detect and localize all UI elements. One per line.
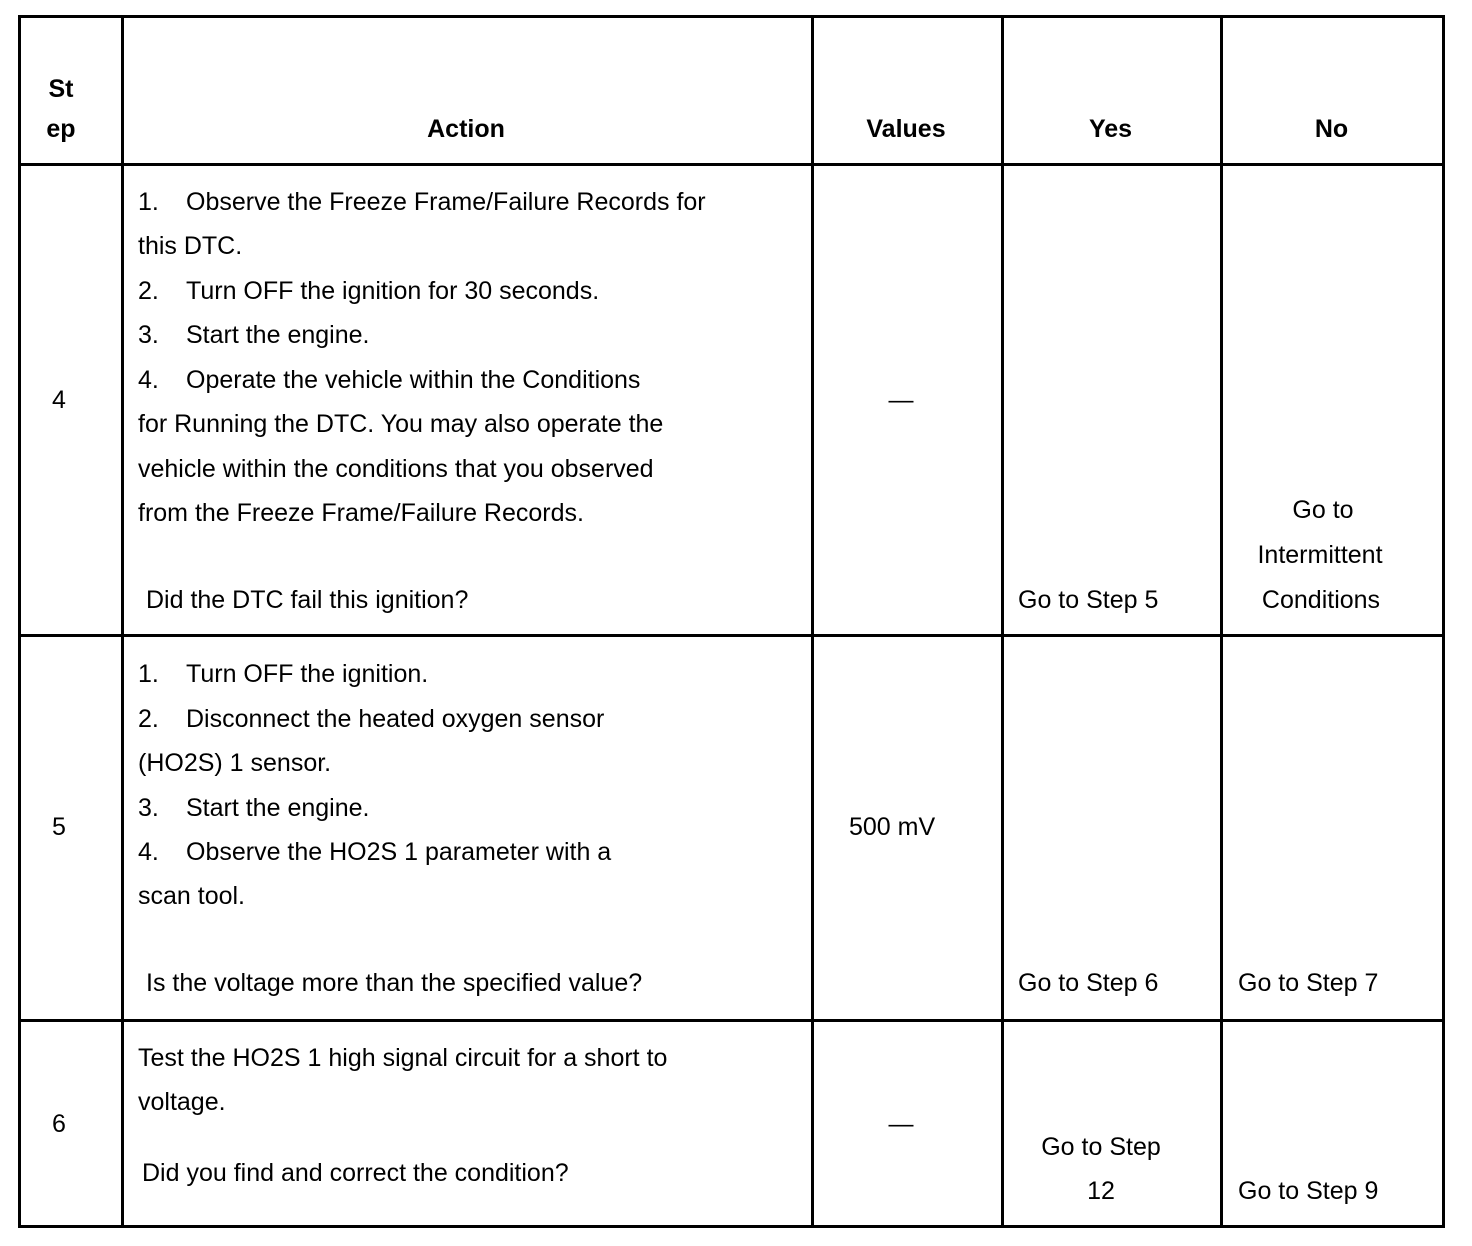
- action-text: Turn OFF the ignition for 30 seconds.: [186, 277, 600, 305]
- yes-cell: Go to Step 6: [1018, 969, 1159, 997]
- header-action: Action: [427, 115, 505, 143]
- action-line: [138, 697, 604, 742]
- action-line: scan tool.: [138, 882, 246, 910]
- action-line: voltage.: [138, 1088, 226, 1116]
- column-divider: [811, 18, 814, 1225]
- step-list-number: 4.: [138, 838, 159, 866]
- step-list-number: 2.: [138, 705, 159, 733]
- step-number: 4: [52, 386, 66, 414]
- no-cell-line: Go to: [1292, 496, 1354, 524]
- action-question: Did you find and correct the condition?: [142, 1159, 569, 1187]
- action-text: Disconnect the heated oxygen sensor: [186, 705, 605, 733]
- action-text: Start the engine.: [186, 794, 370, 822]
- action-text: Observe the HO2S 1 parameter with a: [186, 838, 612, 866]
- header-no: No: [1314, 115, 1349, 143]
- yes-cell-line: Go to Step: [1041, 1133, 1161, 1161]
- value-cell: —: [888, 1110, 914, 1138]
- action-text: Operate the vehicle within the Conditions: [186, 366, 641, 394]
- no-cell-line: Conditions: [1261, 586, 1381, 614]
- action-line: for Running the DTC. You may also operate the: [138, 410, 664, 438]
- action-line: [138, 180, 706, 225]
- step-list-number: 2.: [138, 277, 159, 305]
- action-line: [138, 269, 599, 314]
- yes-cell: Go to Step 5: [1018, 586, 1159, 614]
- row-divider: [21, 163, 1442, 166]
- action-line: from the Freeze Frame/Failure Records.: [138, 499, 584, 527]
- action-question: Is the voltage more than the specified value?: [146, 969, 643, 997]
- value-cell: 500 mV: [849, 813, 936, 841]
- action-line: (HO2S) 1 sensor.: [138, 749, 332, 777]
- action-question: Did the DTC fail this ignition?: [146, 586, 469, 614]
- no-cell: Go to Step 9: [1238, 1177, 1379, 1205]
- step-list-number: 4.: [138, 366, 159, 394]
- action-text: Start the engine.: [186, 321, 370, 349]
- step-number: 6: [52, 1110, 66, 1138]
- action-line: [138, 786, 369, 831]
- row-divider: [21, 634, 1442, 637]
- column-divider: [1001, 18, 1004, 1225]
- no-cell-line: Intermittent: [1257, 541, 1383, 569]
- header-yes: Yes: [1088, 115, 1133, 143]
- action-text: Turn OFF the ignition.: [186, 660, 429, 688]
- step-list-number: 1.: [138, 188, 159, 216]
- header-step-line2: ep: [46, 115, 76, 143]
- header-values: Values: [866, 115, 946, 143]
- yes-cell-line: 12: [1087, 1177, 1115, 1205]
- row-divider: [21, 1019, 1442, 1022]
- no-cell: Go to Step 7: [1238, 969, 1379, 997]
- action-line: this DTC.: [138, 232, 243, 260]
- step-list-number: 3.: [138, 321, 159, 349]
- action-line: Test the HO2S 1 high signal circuit for a short to: [138, 1044, 668, 1072]
- column-divider: [121, 18, 124, 1225]
- action-line: [138, 652, 428, 697]
- action-text: Observe the Freeze Frame/Failure Records for: [186, 188, 706, 216]
- step-list-number: 3.: [138, 794, 159, 822]
- action-line: vehicle within the conditions that you observed: [138, 455, 654, 483]
- step-list-number: 1.: [138, 660, 159, 688]
- step-number: 5: [52, 813, 66, 841]
- action-line: [138, 830, 611, 875]
- action-line: [138, 358, 640, 403]
- value-cell: —: [888, 386, 914, 414]
- action-line: [138, 313, 369, 358]
- header-step-line1: St: [48, 75, 74, 103]
